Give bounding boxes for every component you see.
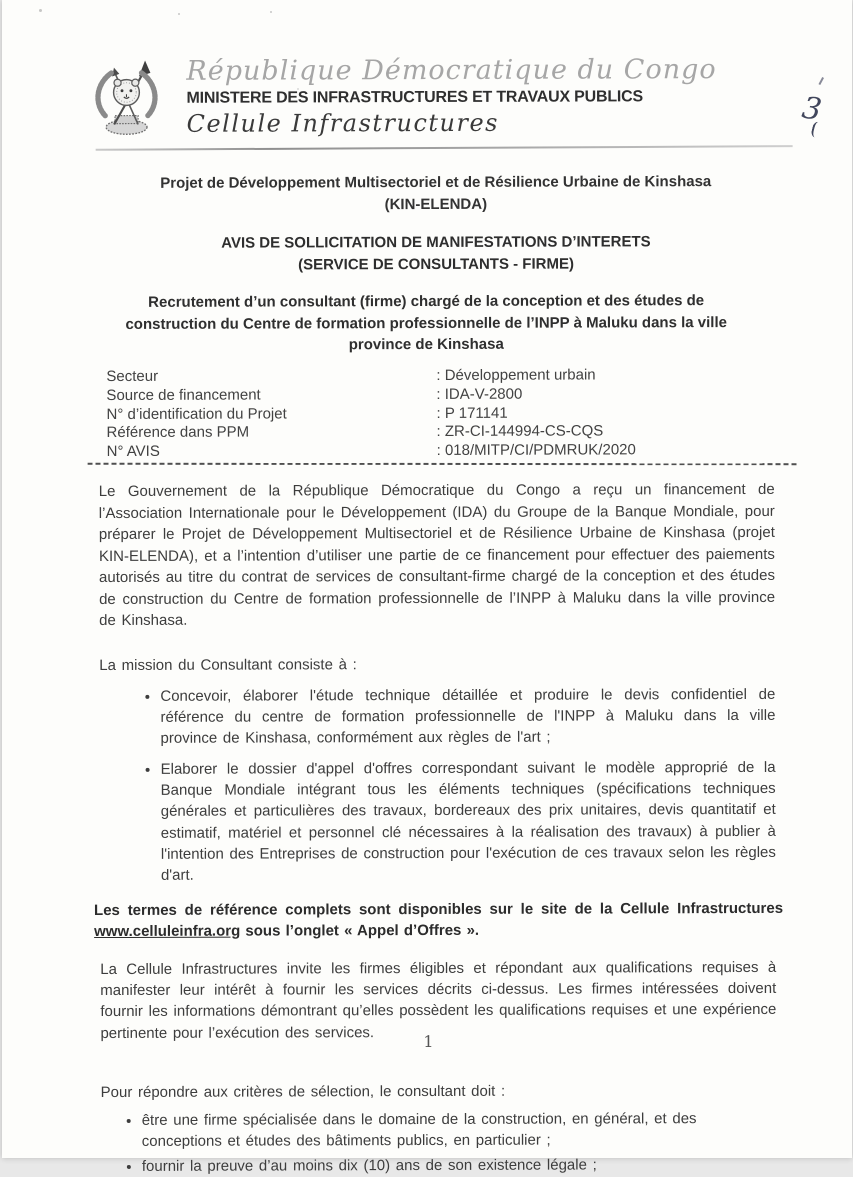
- metadata-value: : IDA-V-2800: [436, 385, 776, 405]
- metadata-value: : Développement urbain: [436, 366, 776, 386]
- letterhead-text: [186, 55, 716, 137]
- terms-text-suffix: sous l’onglet « Appel d’Offres ».: [240, 921, 479, 939]
- dashed-separator: [87, 463, 796, 465]
- scan-speck: [178, 13, 180, 15]
- scan-speck: [39, 9, 42, 12]
- project-title-line2: (KIN-ELENDA): [100, 193, 770, 217]
- mission-bullet-item: • Concevoir, élaborer l'étude technique détaillée et produire le devis confidentiel de référence du centre de formation professionnelle de l'INPP à Maluku dans la ville province de Kinshasa, conformément aux règles de l'art ;: [160, 684, 775, 750]
- notice-title: [100, 231, 770, 277]
- notice-title-line2: (SERVICE DE CONSULTANTS - FIRME): [100, 253, 770, 277]
- metadata-row-reference-ppm: [106, 422, 776, 443]
- project-title: [100, 171, 770, 217]
- metadata-value: : ZR-CI-144994-CS-CQS: [436, 422, 776, 442]
- scan-speck: [270, 11, 272, 13]
- metadata-label: N° AVIS: [106, 442, 436, 462]
- celluleinfra-link[interactable]: www.celluleinfra.org: [94, 922, 240, 939]
- metadata-row-identification: [106, 403, 776, 424]
- metadata-value: : 018/MITP/CI/PDMRUK/2020: [436, 441, 776, 461]
- project-metadata: [106, 366, 776, 461]
- handwritten-digit: 3: [799, 93, 839, 128]
- handwritten-margin-mark: [802, 96, 838, 166]
- drc-coat-of-arms-logo: [78, 57, 174, 137]
- letterhead: [78, 55, 790, 138]
- ministry-name: MINISTERE DES INFRASTRUCTURES ET TRAVAUX PUBLICS: [186, 88, 716, 108]
- terms-text-prefix: Les termes de référence complets sont disponibles sur le site de la Cellule Infrastructures: [94, 899, 783, 918]
- mission-bullet-item: • Elaborer le dossier d'appel d'offres correspondant suivant le modèle approprié de la Banque Mondiale intégrant tous les éléments techniques (spécifications techniques générales et particulières des travaux, bordereaux des prix unitaires, devis quantitatif et estimatif, matériel et personnel clé nécessaires à la réalisation des travaux) à publier à l'intention des Entreprises de construction pour l'exécution de ces travaux selon les règles d'art.: [160, 757, 775, 887]
- mission-intro: La mission du Consultant consiste à :: [99, 653, 775, 677]
- page-number: 1: [3, 1031, 853, 1053]
- country-name: République Démocratique du Congo: [186, 55, 716, 86]
- metadata-value: : P 171141: [436, 403, 776, 423]
- criteria-bullet-item: • fournir la preuve d’au moins dix (10) ans de son existence légale ;: [141, 1154, 776, 1177]
- notice-title-line1: AVIS DE SOLLICITATION DE MANIFESTATIONS D’INTERETS: [100, 231, 770, 255]
- terms-of-reference-note: [94, 897, 783, 941]
- project-title-line1: Projet de Développement Multisectoriel et de Résilience Urbaine de Kinshasa: [100, 171, 770, 195]
- criteria-bullet-list: [3, 1108, 776, 1177]
- metadata-row-secteur: [106, 366, 776, 387]
- invitation-paragraph: La Cellule Infrastructures invite les firmes éligibles et répondant aux qualifications requises à manifester leur intérêt à fournir les services décrits ci-dessus. Les firmes intéressées doivent fournir les informations démontrant qu’elles possèdent les qualifications requises et une expérience pertinente pour l’exécution des services.: [100, 956, 776, 1044]
- assignment-title: Recrutement d’un consultant (firme) chargé de la conception et des études de construction du Centre de formation professionnelle de l’INPP à Maluku dans la ville province de Kinshasa: [121, 291, 731, 357]
- metadata-row-financement: [106, 385, 776, 406]
- scanned-document-page: [2, 0, 852, 1158]
- header-divider: [95, 146, 792, 152]
- agency-name: Cellule Infrastructures: [186, 109, 716, 137]
- criteria-bullet-item: • être une firme spécialisée dans le domaine de la construction, en général, et des conceptions et études des bâtiments publics, en particulier ;: [141, 1108, 776, 1152]
- metadata-label: Source de financement: [106, 386, 436, 406]
- scan-speck: [297, 88, 299, 90]
- metadata-label: N° d’identification du Projet: [106, 405, 436, 425]
- intro-paragraph: Le Gouvernement de la République Démocratique du Congo a reçu un financement de l’Association Internationale pour le Développement (IDA) du Groupe de la Banque Mondiale, pour préparer le Projet de Développement Multisectoriel et de Résilience Urbaine de Kinshasa (projet KIN-ELENDA), et a l’intention d’utiliser une partie de ce financement pour effectuer des paiements autorisés au titre du contrat de services de consultant-firme chargé de la conception et des études de construction du Centre de formation professionnelle de l’INPP à Maluku dans la ville province de Kinshasa.: [98, 479, 774, 631]
- metadata-row-avis: [106, 441, 776, 462]
- criteria-intro: Pour répondre aux critères de sélection, le consultant doit :: [100, 1080, 776, 1104]
- metadata-label: Référence dans PPM: [106, 423, 436, 443]
- metadata-label: Secteur: [106, 367, 436, 387]
- mission-bullet-list: [2, 684, 776, 887]
